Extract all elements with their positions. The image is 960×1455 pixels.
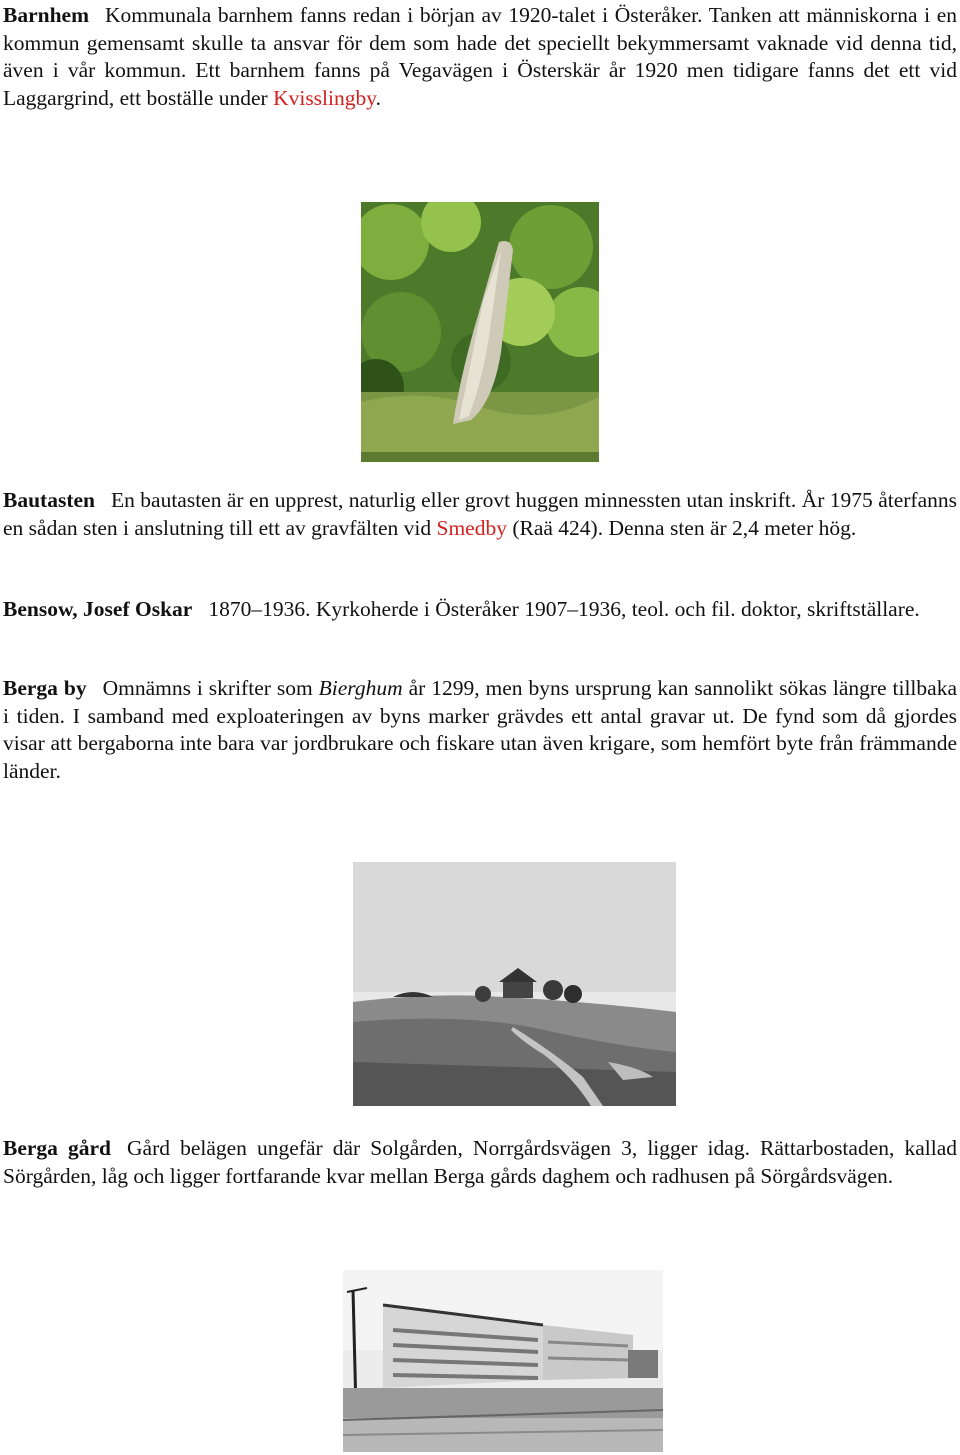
- bautasten-photo: [361, 202, 599, 462]
- entry-text: Gård belägen ungefär där Solgården, Norrgårdsvägen 3, ligger idag. Rättarbostaden, kallad Sörgården, låg och ligger fortfarande kvar mellan Berga gårds daghem och radhusen på Sörgårdsvägen.: [3, 1136, 957, 1188]
- entry-term: Bautasten: [3, 488, 95, 512]
- entry-barnhem: [3, 2, 957, 112]
- entry-text-end: år 1299, men byns ursprung kan sannolikt sökas längre tillbaka i tiden. I samband med exploateringen av byns marker grävdes ett antal gravar ut. De fynd som då gjordes visar att bergaborna inte bara var jordbrukare och fiskare utan även krigare, som hemfört byte från främmande länder.: [3, 676, 957, 783]
- smedby-link[interactable]: Smedby: [436, 515, 507, 540]
- entry-bensow: [3, 596, 957, 624]
- entry-berga-gard: [3, 1135, 957, 1190]
- school-building-photo: [343, 1270, 663, 1452]
- entry-text: Omnämns i skrifter som: [102, 676, 313, 700]
- berga-gard-photo: [353, 862, 676, 1106]
- entry-term: Berga by: [3, 676, 87, 700]
- entry-term: Berga gård: [3, 1136, 112, 1160]
- entry-italic-name: Bierghum: [318, 676, 403, 700]
- entry-bautasten: [3, 487, 957, 542]
- entry-berga-by: [3, 675, 957, 785]
- entry-text: Kommunala barnhem fanns redan i början av 1920-talet i Österåker. Tanken att människorna i en kommun gemensamt skulle ta ansvar för dem som hade det speciellt bekymmersamt vaknade vid denna tid, även i vår kommun. Ett barnhem fanns på Vegavägen i Österskär år 1920 men tidigare fanns det ett vid Laggargrind, ett boställe under: [3, 3, 957, 110]
- entry-term: Barnhem: [3, 3, 89, 27]
- entry-text: En bautasten är en upprest, naturlig eller grovt huggen minnessten utan inskrift. År 1975 återfanns en sådan sten i anslutning till ett av gravfälten vid: [3, 488, 957, 540]
- entry-term: Bensow, Josef Oskar: [3, 597, 193, 621]
- kvisslingby-link[interactable]: Kvisslingby: [273, 85, 376, 110]
- entry-text: 1870–1936. Kyrkoherde i Österåker 1907–1936, teol. och fil. doktor, skriftställare.: [208, 597, 920, 621]
- entry-text-end: .: [375, 85, 381, 110]
- entry-text-end: (Raä 424). Denna sten är 2,4 meter hög.: [512, 515, 857, 540]
